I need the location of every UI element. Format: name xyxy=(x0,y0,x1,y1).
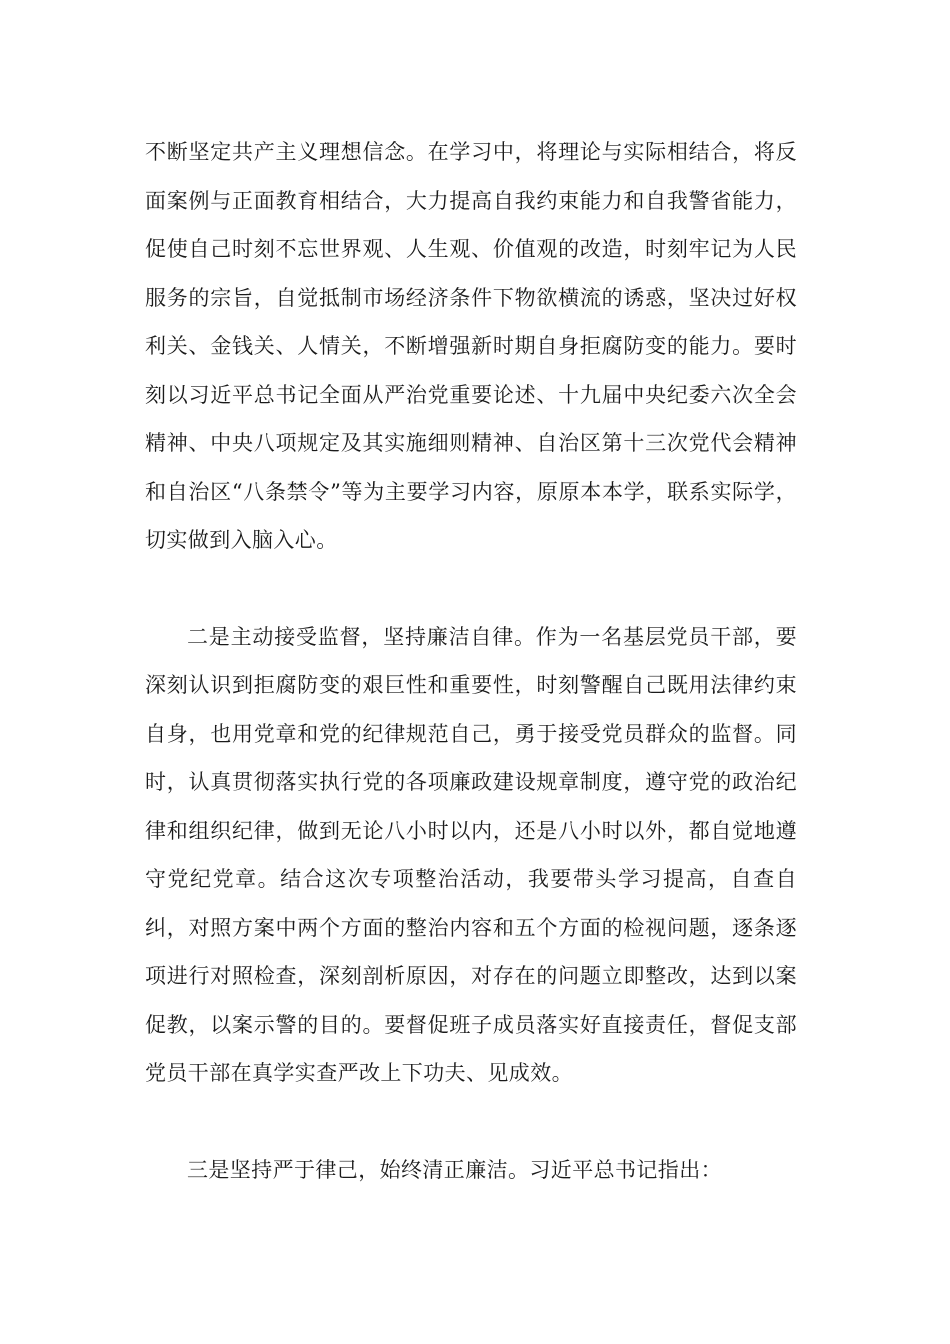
paragraph-continued: 不断坚定共产主义理想信念。在学习中，将理论与实际相结合，将反面案例与正面教育相结合，大力提高自我约束能力和自我警省能力，促使自己时刻不忘世界观、人生观、价值观的改造，时刻牢记为人民服务的宗旨，自觉抵制市场经济条件下物欲横流的诱惑，坚决过好权利关、金钱关、人情关，不断增强新时期自身拒腐防变的能力。要时刻以习近平总书记全面从严治党重要论述、十九届中央纪委六次全会精神、中央八项规定及其实施细则精神、自治区第十三次党代会精神和自治区“八条禁令”等为主要学习内容，原原本本学，联系实际学，切实做到入脑入心。 xyxy=(145,140,797,552)
paragraph-gap xyxy=(145,1098,797,1146)
document-body xyxy=(145,128,797,1194)
paragraph-gap xyxy=(145,565,797,613)
paragraph-three-self-discipline: 三是坚持严于律己，始终清正廉洁。习近平总书记指出： xyxy=(187,1157,722,1182)
paragraph-two-supervision: 二是主动接受监督，坚持廉洁自律。作为一名基层党员干部，要深刻认识到拒腐防变的艰巨性和重要性，时刻警醒自己既用法律约束自身，也用党章和党的纪律规范自己，勇于接受党员群众的监督。同时，认真贯彻落实执行党的各项廉政建设规章制度，遵守党的政治纪律和组织纪律，做到无论八小时以内，还是八小时以外，都自觉地遵守党纪党章。结合这次专项整治活动，我要带头学习提高，自查自纠，对照方案中两个方面的整治内容和五个方面的检视问题，逐条逐项进行对照检查，深刻剖析原因，对存在的问题立即整改，达到以案促教，以案示警的目的。要督促班子成员落实好直接责任，督促支部党员干部在真学实查严改上下功夫、见成效。 xyxy=(145,624,797,1085)
